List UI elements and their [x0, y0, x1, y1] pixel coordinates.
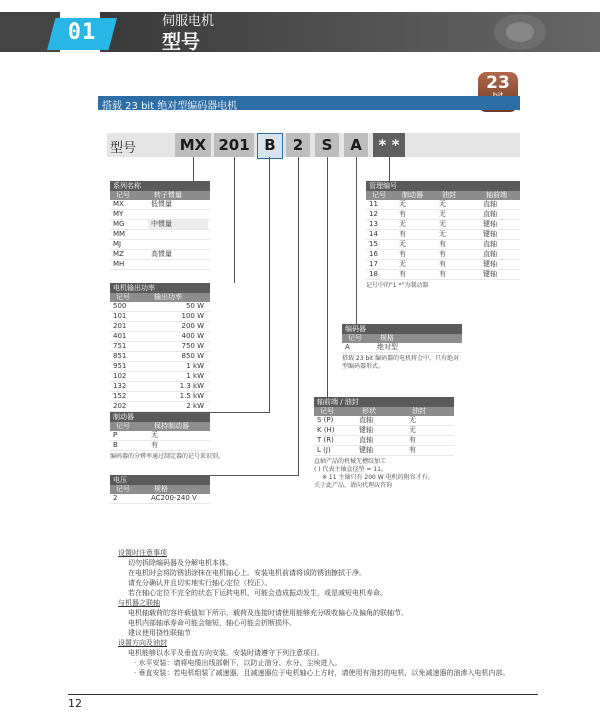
notes-item: 建议使用挠性联轴节: [128, 629, 191, 637]
encoder-title: 编码器: [342, 324, 462, 334]
table-row: 401 400 W: [110, 332, 210, 342]
notes-item: 请充分确认并且切实地实行轴心定位（校正）。: [128, 579, 272, 587]
shaft-note-3: ※ 11 主轴只有 200 W 电机的附容才有。: [322, 474, 434, 481]
table-row: S (P) 直轴 无: [314, 416, 454, 426]
connector-series: [193, 157, 194, 181]
brake-table: [110, 412, 225, 461]
shaft-note-1: 直轴产品的机械无槽纹加工: [314, 458, 387, 465]
table-row: 14 有 无 键轴: [366, 230, 520, 240]
table-row: MH: [110, 260, 210, 270]
notes-heading-3: 设置方向及油封: [118, 639, 167, 647]
encoder-header: 记号 规格: [342, 334, 462, 343]
shaft-note-2: ( ) 代表主轴直径型 = 11。: [314, 466, 387, 473]
table-row: 2 AC200-240 V: [110, 494, 210, 504]
notes-heading-1: 设置时注意事项: [118, 549, 167, 557]
motor-illustration-icon: [440, 12, 560, 52]
voltage-header: 记号 规格: [110, 485, 210, 494]
shaft-title: 轴前端 / 油封: [314, 397, 454, 407]
table-row: MY: [110, 210, 210, 220]
table-row: 12 有 无 直轴: [366, 210, 520, 220]
notes-item: 电机内部轴承寿命可能会缩短，轴心可能会折断损坏。: [128, 619, 296, 627]
notes-item: 电机能够以水平及垂直方向安装。安装时请遵守下列注意项目。: [128, 649, 324, 657]
manage-note: 记号中的"1 *"为制动器: [366, 282, 429, 289]
encoder-table: [342, 324, 462, 371]
table-row: MJ: [110, 240, 210, 250]
table-row: 951 1 kW: [110, 362, 210, 372]
manage-header: 记号 制动器 油封 轴前端: [366, 191, 520, 200]
table-row: 17 无 有 键轴: [366, 260, 520, 270]
model-part-shaft: S: [315, 133, 339, 157]
series-table: [110, 181, 210, 270]
connector-brake-h: [210, 412, 270, 413]
brake-header: 记号 保持制动器: [110, 422, 210, 431]
model-strip: [107, 133, 520, 157]
table-row: MG 中惯量: [110, 220, 210, 230]
shaft-table: [314, 397, 454, 490]
notes-item: · 垂直安装：若电机组装了减速器，且减速器位于电机轴心上方时，请使用有油封的电机，以免减速器的油渗入电机内部。: [134, 669, 510, 677]
table-row: 13 无 无 键轴: [366, 220, 520, 230]
brake-note: 编码器的分辨率通过制定器的记号来识别。: [110, 453, 225, 460]
notes-item: 在电机时会将防锈油涂抹在电机轴心上。安装电机前请将该防锈油擦拭干净。: [128, 569, 366, 577]
table-row: 201 200 W: [110, 322, 210, 332]
encoder-badge-number: 23: [486, 73, 510, 93]
table-row: 202 2 kW: [110, 402, 210, 412]
encoder-note-1: 搭载 23 bit 编码器的电机将会中，只有绝对: [342, 355, 460, 362]
model-part-encoder: A: [344, 133, 368, 157]
notes-item: · 水平安装：请将电缆出线部朝下，以防止油分、水分、尘埃进入。: [134, 659, 342, 667]
voltage-title: 电压: [110, 475, 210, 485]
voltage-table: [110, 475, 210, 504]
section-title: 搭载 23 bit 绝对型编码器电机: [102, 101, 238, 112]
output-table: [110, 283, 210, 412]
shaft-note-4: 关于此产品，请向代理店咨询: [314, 482, 393, 489]
page-number: 12: [68, 697, 82, 710]
table-row: 132 1.3 kW: [110, 382, 210, 392]
connector-voltage: [298, 157, 299, 475]
output-header: 记号 输出功率: [110, 293, 210, 302]
manage-title: 管理编号: [366, 181, 520, 191]
connector-encoder: [356, 157, 357, 324]
table-row: 15 无 有 直轴: [366, 240, 520, 250]
connector-brake: [269, 157, 270, 412]
table-row: 102 1 kW: [110, 372, 210, 382]
page-title: 型号: [162, 31, 201, 53]
model-part-series: MX: [175, 133, 211, 157]
series-header: 记号 转子惯量: [110, 191, 210, 200]
table-row: MM: [110, 230, 210, 240]
model-part-manage: * *: [373, 133, 405, 157]
model-label: 型号: [110, 141, 137, 156]
notes-item: 切勿拆除编码器及分解电机本体。: [128, 559, 233, 567]
model-part-brake: B: [257, 133, 283, 159]
connector-output: [234, 157, 235, 283]
table-row: T (R) 直轴 有: [314, 436, 454, 446]
model-part-output: 201: [214, 133, 254, 157]
chapter-number: 01: [67, 20, 97, 45]
notes-heading-2: 与机器之联轴: [118, 599, 160, 607]
shaft-header: 记号 形状 油封: [314, 407, 454, 416]
table-row: MX 低惯量: [110, 200, 210, 210]
model-part-voltage: 2: [286, 133, 310, 157]
table-row: 851 850 W: [110, 352, 210, 362]
notes-item: 若在轴心定位不完全的状态下运转电机，可能会造成振动发生，或是减短电机寿命。: [128, 589, 387, 597]
table-row: 11 无 无 直轴: [366, 200, 520, 210]
manage-table: [366, 181, 520, 290]
installation-notes: [118, 548, 558, 678]
table-row: A 绝对型: [342, 343, 462, 353]
table-row: 16 有 有 直轴: [366, 250, 520, 260]
footer-line: [68, 694, 538, 695]
table-row: 500 50 W: [110, 302, 210, 312]
table-row: B 有: [110, 441, 210, 451]
encoder-note-2: 型编码器形式。: [342, 363, 385, 370]
series-title: 系列名称: [110, 181, 210, 191]
connector-shaft: [327, 157, 328, 397]
table-row: 152 1.5 kW: [110, 392, 210, 402]
brake-title: 制动器: [110, 412, 210, 422]
notes-item: 电机轴载荷的容许载值如下所示，载荷及连接时请使用能够充分吸收偏心及偏角的联轴节。: [128, 609, 408, 617]
table-row: MZ 高惯量: [110, 250, 210, 260]
connector-voltage-h: [210, 475, 299, 476]
table-row: 101 100 W: [110, 312, 210, 322]
output-title: 电机输出功率: [110, 283, 210, 293]
table-row: 18 有 有 键轴: [366, 270, 520, 280]
table-row: K (H) 键轴 无: [314, 426, 454, 436]
connector-manage: [389, 157, 390, 181]
table-row: L (J) 键轴 有: [314, 446, 454, 456]
table-row: P 无: [110, 431, 210, 441]
table-row: 751 750 W: [110, 342, 210, 352]
header-category: 伺服电机: [162, 14, 215, 29]
